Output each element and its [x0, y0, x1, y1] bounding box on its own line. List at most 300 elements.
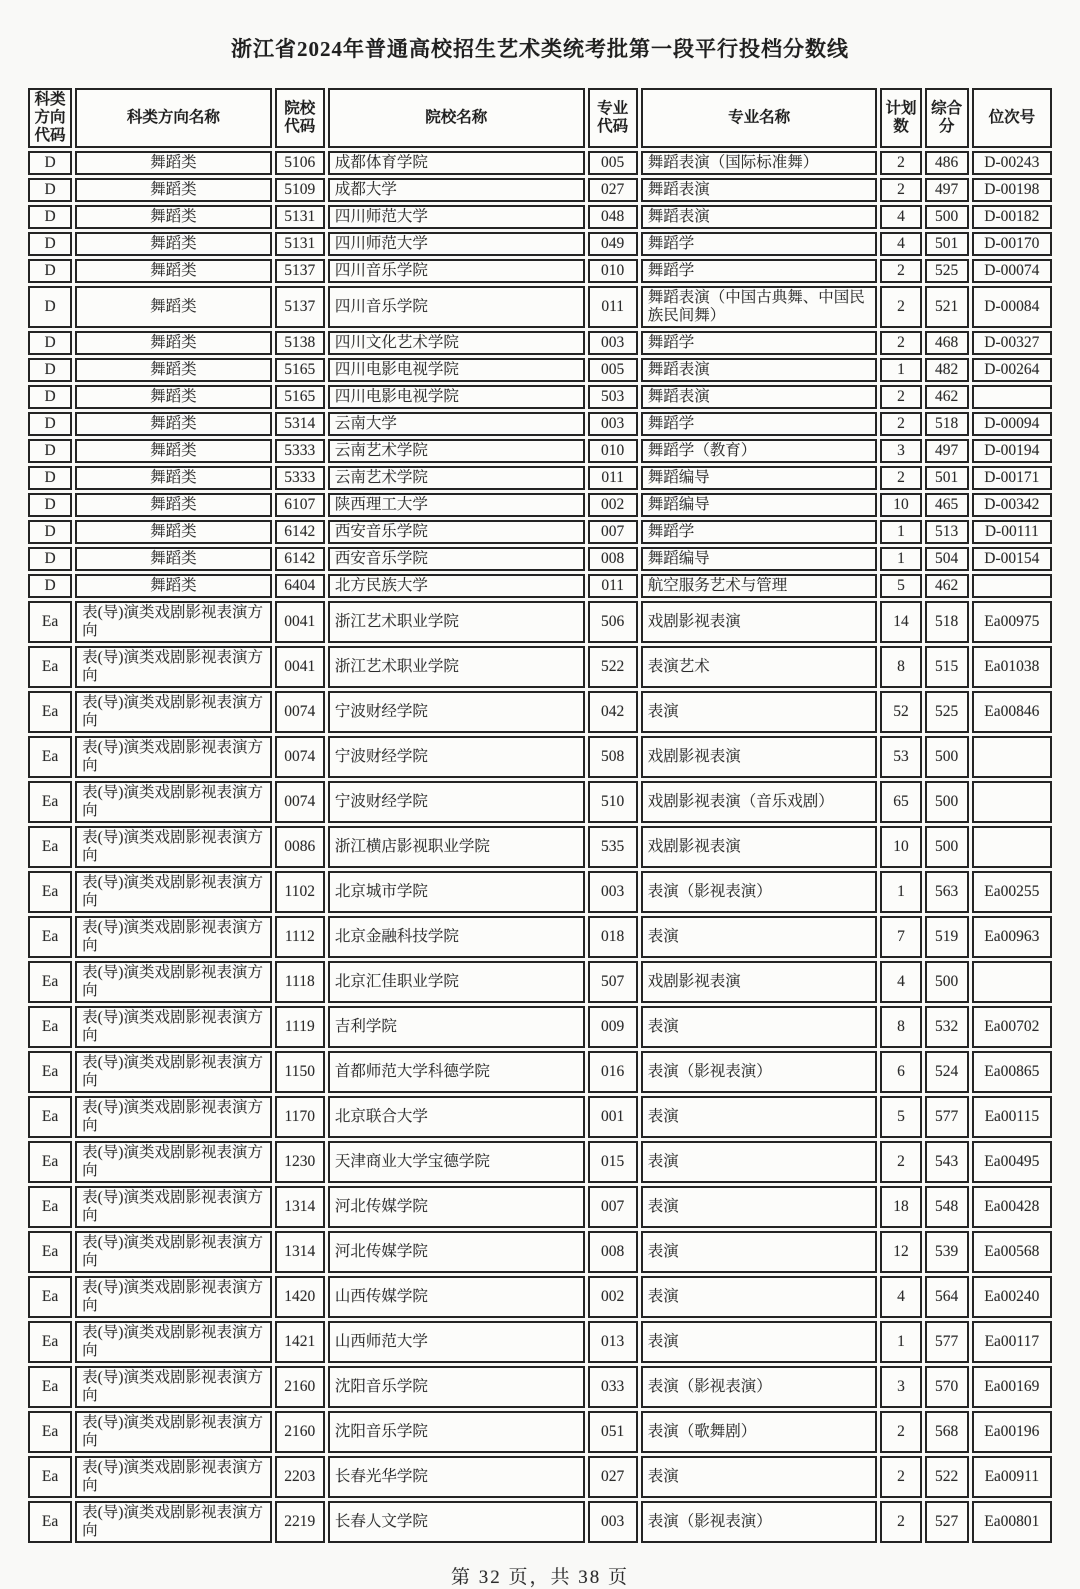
table-cell: 表(导)演类戏剧影视表演方向: [75, 1051, 272, 1093]
table-cell: 表(导)演类戏剧影视表演方向: [75, 1006, 272, 1048]
table-cell: 舞蹈表演: [641, 205, 878, 229]
table-cell: 2: [880, 412, 921, 436]
table-cell: 564: [925, 1276, 969, 1318]
table-cell: 5314: [275, 412, 325, 436]
table-cell: Ea00169: [972, 1366, 1052, 1408]
table-cell: 500: [925, 736, 969, 778]
table-cell: 524: [925, 1051, 969, 1093]
table-cell: 048: [588, 205, 638, 229]
table-cell: D: [28, 439, 72, 463]
table-cell: 表演: [641, 1186, 878, 1228]
table-cell: 527: [925, 1501, 969, 1543]
table-row: [28, 547, 1052, 571]
table-cell: 宁波财经学院: [328, 736, 585, 778]
table-cell: 表(导)演类戏剧影视表演方向: [75, 646, 272, 688]
table-cell: D: [28, 574, 72, 598]
table-cell: 003: [588, 1501, 638, 1543]
table-cell: Ea: [28, 1186, 72, 1228]
table-cell: 4: [880, 961, 921, 1003]
table-cell: 舞蹈类: [75, 358, 272, 382]
table-cell: 表演: [641, 1276, 878, 1318]
table-cell: 503: [588, 385, 638, 409]
table-cell: 1119: [275, 1006, 325, 1048]
table-cell: Ea: [28, 1231, 72, 1273]
table-cell: 舞蹈类: [75, 331, 272, 355]
table-cell: 4: [880, 1276, 921, 1318]
table-cell: D-00243: [972, 151, 1052, 175]
table-cell: 577: [925, 1321, 969, 1363]
table-cell: 表演（影视表演）: [641, 1366, 878, 1408]
table-cell: Ea00255: [972, 871, 1052, 913]
table-cell: 戏剧影视表演: [641, 736, 878, 778]
table-cell: 舞蹈类: [75, 520, 272, 544]
table-cell: D: [28, 466, 72, 490]
table-cell: 表演（影视表演）: [641, 871, 878, 913]
table-cell: 0041: [275, 601, 325, 643]
table-cell: [972, 961, 1052, 1003]
table-cell: 舞蹈编导: [641, 547, 878, 571]
table-cell: D: [28, 232, 72, 256]
table-cell: 西安音乐学院: [328, 547, 585, 571]
table-cell: D: [28, 385, 72, 409]
table-cell: 6142: [275, 547, 325, 571]
table-cell: Ea: [28, 691, 72, 733]
table-cell: 舞蹈表演（国际标准舞）: [641, 151, 878, 175]
table-cell: 表(导)演类戏剧影视表演方向: [75, 601, 272, 643]
table-cell: 2: [880, 331, 921, 355]
table-cell: 表(导)演类戏剧影视表演方向: [75, 961, 272, 1003]
table-cell: 舞蹈类: [75, 232, 272, 256]
table-cell: 四川音乐学院: [328, 259, 585, 283]
table-cell: Ea: [28, 871, 72, 913]
page-title: 浙江省2024年普通高校招生艺术类统考批第一段平行投档分数线: [231, 37, 849, 61]
table-row: [28, 736, 1052, 778]
table-cell: D: [28, 493, 72, 517]
table-cell: 表演: [641, 1231, 878, 1273]
table-cell: 518: [925, 601, 969, 643]
table-cell: D-00194: [972, 439, 1052, 463]
table-cell: Ea: [28, 1141, 72, 1183]
table-cell: 表(导)演类戏剧影视表演方向: [75, 1231, 272, 1273]
table-cell: 舞蹈学: [641, 232, 878, 256]
table-cell: 002: [588, 1276, 638, 1318]
table-body: [28, 151, 1052, 1543]
table-cell: Ea00911: [972, 1456, 1052, 1498]
table-cell: D-00111: [972, 520, 1052, 544]
table-cell: 2: [880, 259, 921, 283]
table-cell: 049: [588, 232, 638, 256]
table-cell: 12: [880, 1231, 921, 1273]
table-cell: 北方民族大学: [328, 574, 585, 598]
table-cell: 5333: [275, 439, 325, 463]
table-cell: 舞蹈编导: [641, 493, 878, 517]
table-cell: 0074: [275, 736, 325, 778]
table-cell: D: [28, 547, 72, 571]
table-cell: 舞蹈类: [75, 493, 272, 517]
table-cell: 0041: [275, 646, 325, 688]
score-table: [25, 85, 1055, 1546]
table-cell: 河北传媒学院: [328, 1186, 585, 1228]
table-cell: 5165: [275, 385, 325, 409]
table-cell: 舞蹈类: [75, 151, 272, 175]
table-cell: 3: [880, 1366, 921, 1408]
table-cell: 2: [880, 385, 921, 409]
table-cell: 1314: [275, 1231, 325, 1273]
table-cell: Ea00801: [972, 1501, 1052, 1543]
table-cell: 1: [880, 547, 921, 571]
table-cell: 465: [925, 493, 969, 517]
table-row: [28, 1366, 1052, 1408]
table-cell: 10: [880, 493, 921, 517]
table-cell: 云南艺术学院: [328, 439, 585, 463]
table-cell: 462: [925, 574, 969, 598]
table-cell: D: [28, 331, 72, 355]
table-cell: 表(导)演类戏剧影视表演方向: [75, 1411, 272, 1453]
table-cell: 表(导)演类戏剧影视表演方向: [75, 781, 272, 823]
table-cell: 北京联合大学: [328, 1096, 585, 1138]
table-row: [28, 439, 1052, 463]
table-cell: D-00170: [972, 232, 1052, 256]
table-cell: 成都体育学院: [328, 151, 585, 175]
table-cell: 沈阳音乐学院: [328, 1411, 585, 1453]
table-cell: 500: [925, 826, 969, 868]
table-cell: D: [28, 205, 72, 229]
table-cell: 500: [925, 961, 969, 1003]
table-row: [28, 1096, 1052, 1138]
table-cell: Ea00568: [972, 1231, 1052, 1273]
table-row: [28, 493, 1052, 517]
table-cell: 051: [588, 1411, 638, 1453]
table-cell: 表演: [641, 1456, 878, 1498]
table-cell: 舞蹈类: [75, 286, 272, 328]
table-cell: 2: [880, 1501, 921, 1543]
table-cell: 北京金融科技学院: [328, 916, 585, 958]
table-cell: Ea00117: [972, 1321, 1052, 1363]
table-cell: D-00198: [972, 178, 1052, 202]
table-cell: 7: [880, 916, 921, 958]
table-cell: D: [28, 412, 72, 436]
table-cell: 500: [925, 205, 969, 229]
table-cell: 468: [925, 331, 969, 355]
table-cell: Ea01038: [972, 646, 1052, 688]
table-row: [28, 1276, 1052, 1318]
table-cell: 北京汇佳职业学院: [328, 961, 585, 1003]
table-cell: 013: [588, 1321, 638, 1363]
table-cell: 042: [588, 691, 638, 733]
table-cell: Ea: [28, 646, 72, 688]
table-row: [28, 151, 1052, 175]
table-cell: 5131: [275, 205, 325, 229]
table-cell: Ea00495: [972, 1141, 1052, 1183]
table-cell: 5109: [275, 178, 325, 202]
table-row: [28, 1501, 1052, 1543]
table-cell: 戏剧影视表演: [641, 961, 878, 1003]
table-cell: 500: [925, 781, 969, 823]
table-cell: Ea00196: [972, 1411, 1052, 1453]
table-cell: 舞蹈学: [641, 520, 878, 544]
table-cell: Ea: [28, 1321, 72, 1363]
table-row: [28, 1321, 1052, 1363]
table-cell: 云南大学: [328, 412, 585, 436]
table-cell: 表演艺术: [641, 646, 878, 688]
table-cell: 舞蹈类: [75, 547, 272, 571]
table-cell: 航空服务艺术与管理: [641, 574, 878, 598]
table-cell: 舞蹈类: [75, 439, 272, 463]
table-row: [28, 286, 1052, 328]
table-cell: 513: [925, 520, 969, 544]
table-cell: 548: [925, 1186, 969, 1228]
table-cell: 5137: [275, 286, 325, 328]
table-cell: 舞蹈表演: [641, 358, 878, 382]
table-cell: 1421: [275, 1321, 325, 1363]
table-cell: 2: [880, 286, 921, 328]
table-cell: 1: [880, 1321, 921, 1363]
table-cell: 535: [588, 826, 638, 868]
table-row: [28, 232, 1052, 256]
table-cell: 002: [588, 493, 638, 517]
table-cell: 表(导)演类戏剧影视表演方向: [75, 691, 272, 733]
table-row: [28, 646, 1052, 688]
table-cell: 027: [588, 178, 638, 202]
table-row: [28, 1186, 1052, 1228]
column-header-7: 计划数: [880, 88, 921, 148]
table-cell: 1230: [275, 1141, 325, 1183]
table-row: [28, 1006, 1052, 1048]
table-cell: 6142: [275, 520, 325, 544]
table-cell: D-00074: [972, 259, 1052, 283]
table-cell: 戏剧影视表演（音乐戏剧）: [641, 781, 878, 823]
table-cell: 6404: [275, 574, 325, 598]
header-row: [28, 88, 1052, 148]
table-cell: 5131: [275, 232, 325, 256]
table-cell: 表演: [641, 916, 878, 958]
table-cell: 5138: [275, 331, 325, 355]
table-cell: 2: [880, 1456, 921, 1498]
table-row: [28, 358, 1052, 382]
table-cell: 表演（影视表演）: [641, 1051, 878, 1093]
table-cell: D-00264: [972, 358, 1052, 382]
table-cell: Ea00963: [972, 916, 1052, 958]
table-cell: 浙江艺术职业学院: [328, 646, 585, 688]
table-cell: 005: [588, 358, 638, 382]
column-header-2: 科类方向名称: [75, 88, 272, 148]
table-cell: D: [28, 178, 72, 202]
table-cell: 舞蹈学: [641, 259, 878, 283]
table-cell: 543: [925, 1141, 969, 1183]
table-cell: 005: [588, 151, 638, 175]
table-cell: 2: [880, 178, 921, 202]
table-cell: Ea00865: [972, 1051, 1052, 1093]
table-cell: 52: [880, 691, 921, 733]
table-cell: 山西传媒学院: [328, 1276, 585, 1318]
table-cell: 长春人文学院: [328, 1501, 585, 1543]
table-cell: 508: [588, 736, 638, 778]
table-cell: 007: [588, 1186, 638, 1228]
table-cell: Ea: [28, 601, 72, 643]
table-cell: 戏剧影视表演: [641, 601, 878, 643]
table-cell: 570: [925, 1366, 969, 1408]
table-cell: D: [28, 151, 72, 175]
table-cell: 10: [880, 826, 921, 868]
table-cell: 519: [925, 916, 969, 958]
table-cell: 沈阳音乐学院: [328, 1366, 585, 1408]
table-row: [28, 466, 1052, 490]
table-cell: Ea: [28, 1456, 72, 1498]
table-cell: 舞蹈编导: [641, 466, 878, 490]
column-header-1: 科类方向代码: [28, 88, 72, 148]
table-cell: 四川文化艺术学院: [328, 331, 585, 355]
table-cell: 表(导)演类戏剧影视表演方向: [75, 916, 272, 958]
table-cell: 027: [588, 1456, 638, 1498]
table-cell: 8: [880, 646, 921, 688]
table-cell: 表演: [641, 1141, 878, 1183]
table-cell: 501: [925, 466, 969, 490]
table-cell: 表(导)演类戏剧影视表演方向: [75, 1501, 272, 1543]
table-cell: 表(导)演类戏剧影视表演方向: [75, 1366, 272, 1408]
table-cell: 011: [588, 574, 638, 598]
table-row: [28, 1456, 1052, 1498]
table-cell: 舞蹈表演: [641, 385, 878, 409]
table-cell: 5165: [275, 358, 325, 382]
table-cell: [972, 385, 1052, 409]
table-row: [28, 1051, 1052, 1093]
table-cell: 舞蹈类: [75, 385, 272, 409]
table-cell: 007: [588, 520, 638, 544]
table-row: [28, 826, 1052, 868]
page-number: 第 32 页，共 38 页: [450, 1567, 629, 1588]
table-cell: 8: [880, 1006, 921, 1048]
table-cell: [972, 781, 1052, 823]
table-cell: 2203: [275, 1456, 325, 1498]
table-row: [28, 1141, 1052, 1183]
table-cell: D: [28, 520, 72, 544]
table-cell: 陕西理工大学: [328, 493, 585, 517]
table-cell: 525: [925, 259, 969, 283]
table-cell: 2160: [275, 1366, 325, 1408]
table-cell: 53: [880, 736, 921, 778]
table-cell: 521: [925, 286, 969, 328]
table-cell: 河北传媒学院: [328, 1231, 585, 1273]
table-cell: 0086: [275, 826, 325, 868]
table-cell: 6107: [275, 493, 325, 517]
table-cell: D-00154: [972, 547, 1052, 571]
table-cell: 6: [880, 1051, 921, 1093]
table-cell: 1170: [275, 1096, 325, 1138]
table-cell: 成都大学: [328, 178, 585, 202]
table-cell: Ea00702: [972, 1006, 1052, 1048]
table-cell: 5106: [275, 151, 325, 175]
table-cell: 525: [925, 691, 969, 733]
table-cell: 3: [880, 439, 921, 463]
table-cell: 1: [880, 520, 921, 544]
table-cell: 舞蹈类: [75, 466, 272, 490]
table-cell: 表(导)演类戏剧影视表演方向: [75, 1321, 272, 1363]
table-cell: 486: [925, 151, 969, 175]
table-row: [28, 520, 1052, 544]
column-header-8: 综合分: [925, 88, 969, 148]
table-cell: 浙江艺术职业学院: [328, 601, 585, 643]
table-cell: 表演（歌舞剧）: [641, 1411, 878, 1453]
table-cell: 5: [880, 574, 921, 598]
table-row: [28, 412, 1052, 436]
table-cell: Ea: [28, 781, 72, 823]
table-cell: 4: [880, 205, 921, 229]
table-cell: Ea: [28, 1501, 72, 1543]
table-cell: 2219: [275, 1501, 325, 1543]
table-cell: 522: [925, 1456, 969, 1498]
column-header-6: 专业名称: [641, 88, 878, 148]
table-cell: 522: [588, 646, 638, 688]
table-cell: 四川音乐学院: [328, 286, 585, 328]
table-cell: 表(导)演类戏剧影视表演方向: [75, 1186, 272, 1228]
table-cell: 5137: [275, 259, 325, 283]
table-cell: 497: [925, 178, 969, 202]
table-cell: Ea: [28, 916, 72, 958]
table-cell: 008: [588, 547, 638, 571]
table-cell: 462: [925, 385, 969, 409]
table-cell: 65: [880, 781, 921, 823]
table-cell: Ea00846: [972, 691, 1052, 733]
table-cell: 1150: [275, 1051, 325, 1093]
table-row: [28, 385, 1052, 409]
table-cell: 539: [925, 1231, 969, 1273]
table-cell: 1102: [275, 871, 325, 913]
table-cell: 表(导)演类戏剧影视表演方向: [75, 826, 272, 868]
table-cell: 501: [925, 232, 969, 256]
table-cell: 2: [880, 1141, 921, 1183]
table-cell: 1420: [275, 1276, 325, 1318]
table-cell: 舞蹈类: [75, 178, 272, 202]
table-row: [28, 691, 1052, 733]
table-cell: Ea: [28, 961, 72, 1003]
table-cell: D-00084: [972, 286, 1052, 328]
column-header-4: 院校名称: [328, 88, 585, 148]
table-row: [28, 331, 1052, 355]
table-cell: 舞蹈类: [75, 574, 272, 598]
table-cell: Ea: [28, 1411, 72, 1453]
table-cell: 010: [588, 259, 638, 283]
table-row: [28, 1231, 1052, 1273]
table-cell: 016: [588, 1051, 638, 1093]
table-cell: 515: [925, 646, 969, 688]
table-cell: D-00342: [972, 493, 1052, 517]
table-cell: 0074: [275, 781, 325, 823]
table-row: [28, 259, 1052, 283]
table-row: [28, 178, 1052, 202]
table-cell: 563: [925, 871, 969, 913]
table-cell: 表(导)演类戏剧影视表演方向: [75, 1276, 272, 1318]
table-cell: 宁波财经学院: [328, 781, 585, 823]
table-row: [28, 871, 1052, 913]
table-cell: 2: [880, 466, 921, 490]
table-header: [28, 88, 1052, 148]
table-cell: 舞蹈学（教育）: [641, 439, 878, 463]
table-cell: 008: [588, 1231, 638, 1273]
table-cell: 003: [588, 331, 638, 355]
table-cell: 033: [588, 1366, 638, 1408]
table-row: [28, 781, 1052, 823]
table-cell: 吉利学院: [328, 1006, 585, 1048]
table-cell: 003: [588, 871, 638, 913]
table-cell: 2: [880, 1411, 921, 1453]
table-cell: 舞蹈类: [75, 412, 272, 436]
table-row: [28, 961, 1052, 1003]
table-cell: 1: [880, 358, 921, 382]
table-cell: 浙江横店影视职业学院: [328, 826, 585, 868]
table-row: [28, 601, 1052, 643]
table-cell: 504: [925, 547, 969, 571]
table-cell: 1314: [275, 1186, 325, 1228]
